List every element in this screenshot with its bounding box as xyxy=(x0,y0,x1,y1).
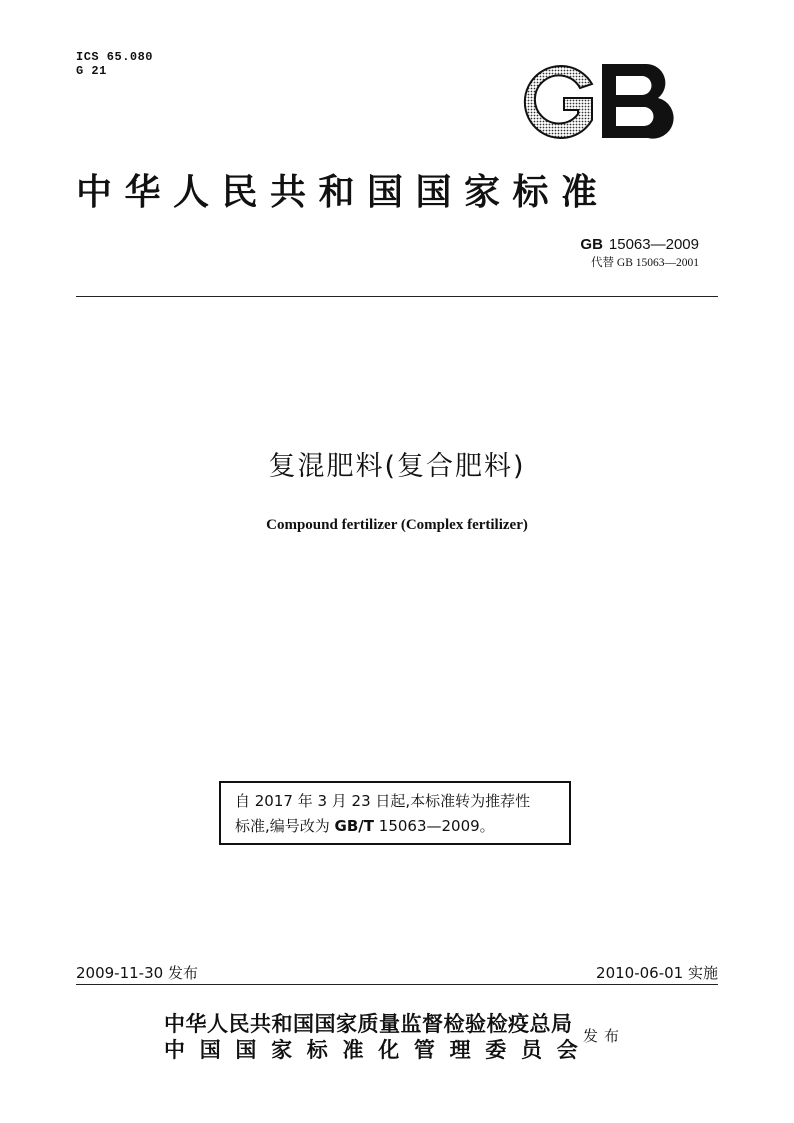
standard-code-block xyxy=(580,236,699,270)
ccs-code: G 21 xyxy=(76,64,107,78)
standard-code xyxy=(580,236,699,253)
notice-box xyxy=(219,781,571,845)
standard-number: 15063—2009 xyxy=(608,236,699,253)
notice-line-2 xyxy=(235,814,557,839)
bottom-divider xyxy=(76,984,718,985)
top-divider xyxy=(76,296,718,297)
notice-line-1: 自 2017 年 3 月 23 日起,本标准转为推荐性 xyxy=(235,792,531,810)
notice-line-2-suffix: 15063—2009。 xyxy=(374,817,495,835)
effective-date: 2010-06-01 实施 xyxy=(596,964,718,982)
document-title-cn: 复混肥料(复合肥料) xyxy=(268,451,526,482)
notice-code-type: GB/T xyxy=(334,817,375,835)
document-title-en: Compound fertilizer (Complex fertilizer) xyxy=(266,517,528,533)
notice-line-2-prefix: 标准,编号改为 xyxy=(235,817,335,835)
date-row xyxy=(76,962,718,983)
publish-label: 发布 xyxy=(583,1027,626,1045)
ics-code: ICS 65.080 xyxy=(76,50,154,64)
issue-date: 2009-11-30 发布 xyxy=(76,964,198,982)
issuer-line-2: 中国国家标准化管理委员会 xyxy=(164,1038,593,1062)
replaces-standard: 代替 GB 15063—2001 xyxy=(591,257,699,269)
issuing-authorities xyxy=(164,1011,592,1063)
standard-prefix: GB xyxy=(580,236,603,253)
gb-logo xyxy=(518,60,676,142)
main-title: 中华人民共和国国家标准 xyxy=(76,172,610,213)
issuer-line-1: 中华人民共和国国家质量监督检验检疫总局 xyxy=(164,1012,573,1036)
classification-codes xyxy=(76,50,153,78)
